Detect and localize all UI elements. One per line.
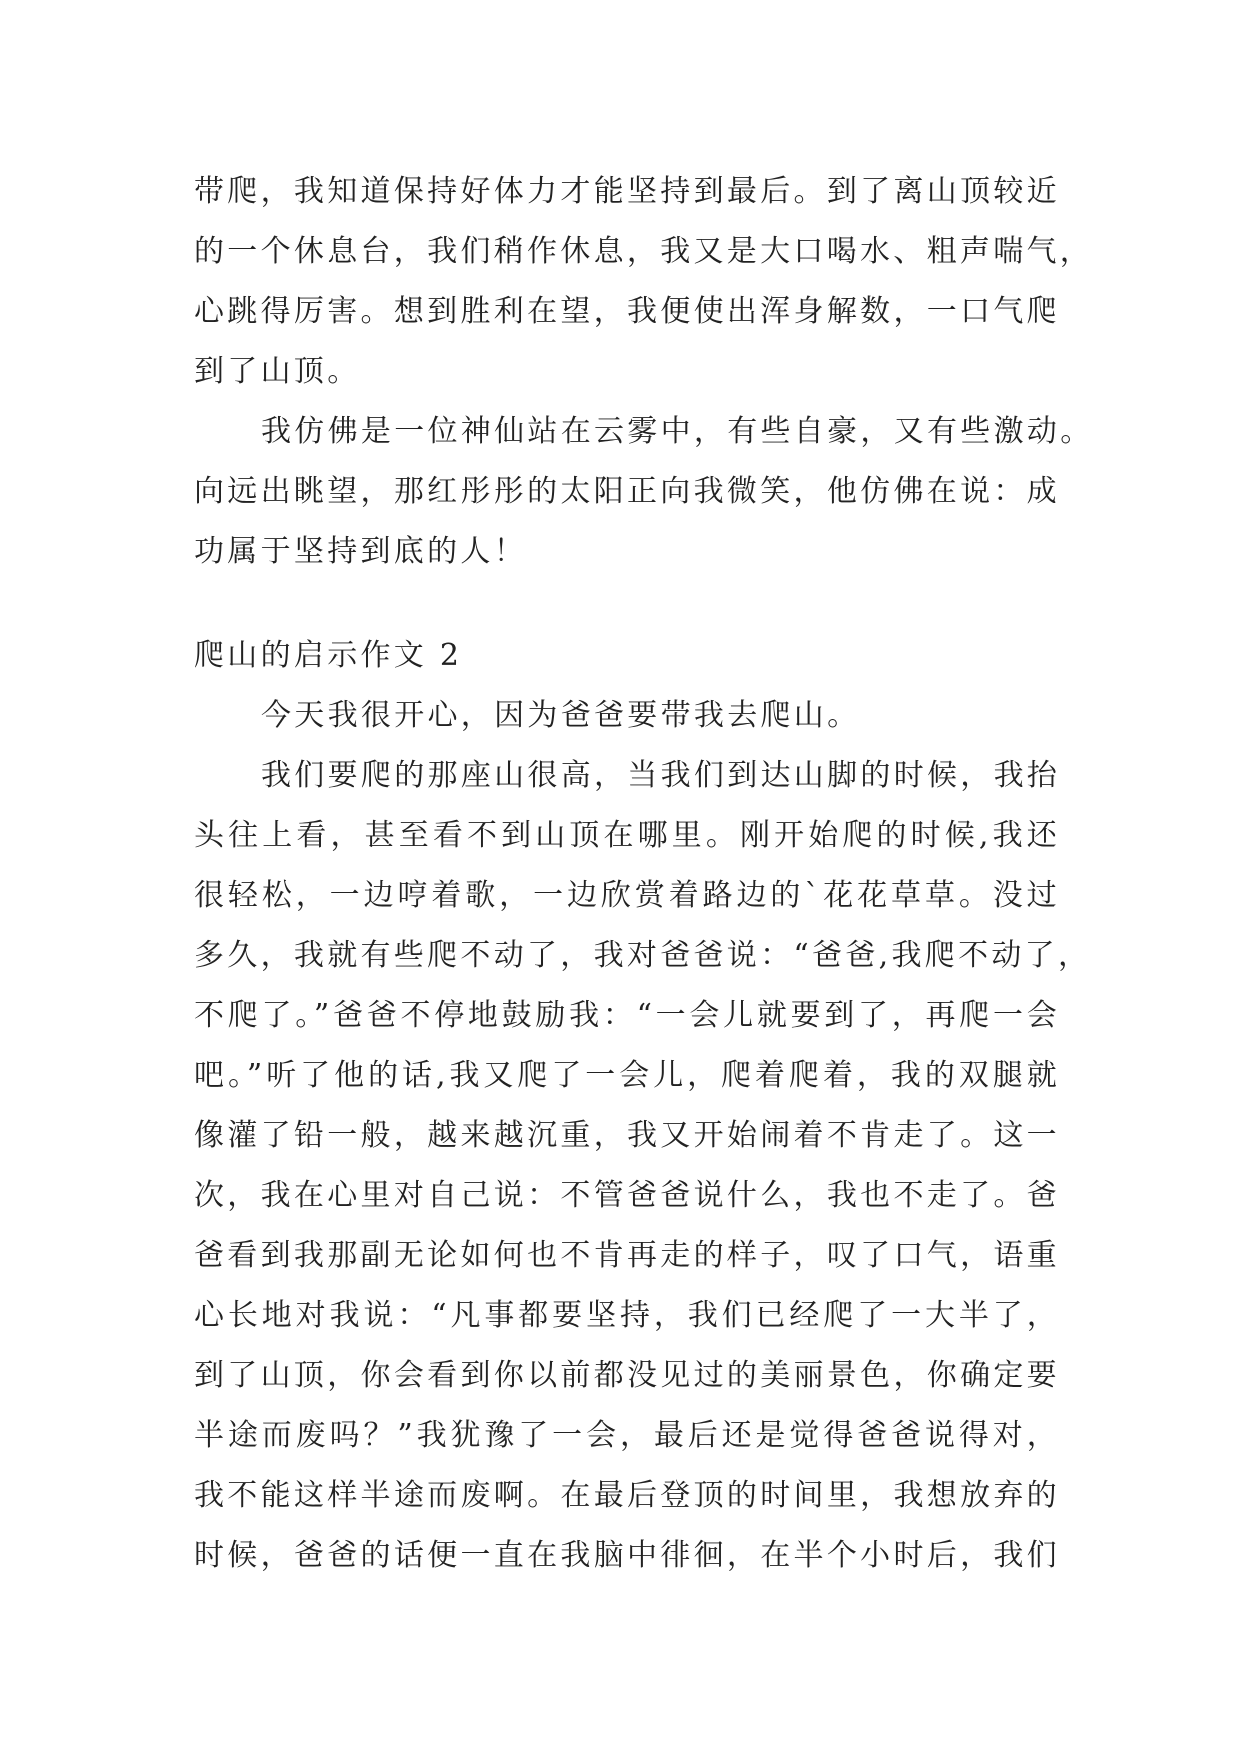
text-line: 很轻松，一边哼着歌，一边欣赏着路边的`花花草草。没过 (194, 878, 1060, 913)
text-line: 向远出眺望，那红彤彤的太阳正向我微笑，他仿佛在说：成 (194, 474, 1060, 509)
text-line: 多久，我就有些爬不动了，我对爸爸说：“爸爸,我爬不动了， (194, 938, 1092, 973)
text-line: 带爬，我知道保持好体力才能坚持到最后。到了离山顶较近 (194, 174, 1060, 209)
paragraph (194, 162, 1094, 402)
text-line: 半途而废吗？”我犹豫了一会，最后还是觉得爸爸说得对， (194, 1418, 1060, 1453)
text-line: 我们要爬的那座山很高，当我们到达山脚的时候，我抬 (261, 758, 1061, 793)
text-line: 到了山顶。 (194, 354, 361, 389)
text-line: 功属于坚持到底的人！ (194, 534, 527, 569)
text-line: 次，我在心里对自己说：不管爸爸说什么，我也不走了。爸 (194, 1178, 1060, 1213)
body-text (194, 162, 1094, 1586)
text-line: 吧。”听了他的话,我又爬了一会儿，爬着爬着，我的双腿就 (194, 1058, 1060, 1093)
text-line: 我不能这样半途而废啊。在最后登顶的时间里，我想放弃的 (194, 1478, 1060, 1513)
text-line: 像灌了铅一般，越来越沉重，我又开始闹着不肯走了。这一 (194, 1118, 1060, 1153)
text-line: 到了山顶，你会看到你以前都没见过的美丽景色，你确定要 (194, 1358, 1060, 1393)
text-line: 时候，爸爸的话便一直在我脑中徘徊，在半个小时后，我们 (194, 1538, 1060, 1573)
text-line: 不爬了。”爸爸不停地鼓励我：“一会儿就要到了，再爬一会 (194, 998, 1060, 1033)
text-line: 今天我很开心，因为爸爸要带我去爬山。 (261, 698, 861, 733)
text-line: 心跳得厉害。想到胜利在望，我便使出浑身解数，一口气爬 (194, 294, 1060, 329)
section-title: 爬山的启示作文 2 (194, 638, 463, 673)
text-line: 头往上看，甚至看不到山顶在哪里。刚开始爬的时候,我还 (194, 818, 1060, 853)
paragraph (194, 746, 1092, 1586)
text-line: 的一个休息台，我们稍作休息，我又是大口喝水、粗声喘气， (194, 234, 1094, 269)
text-line: 爸看到我那副无论如何也不肯再走的样子，叹了口气，语重 (194, 1238, 1060, 1273)
text-line: 心长地对我说：“凡事都要坚持，我们已经爬了一大半了， (194, 1298, 1060, 1333)
paragraph (194, 686, 1060, 746)
paragraph (194, 402, 1094, 582)
text-line: 我仿佛是一位神仙站在云雾中，有些自豪，又有些激动。 (261, 414, 1094, 449)
